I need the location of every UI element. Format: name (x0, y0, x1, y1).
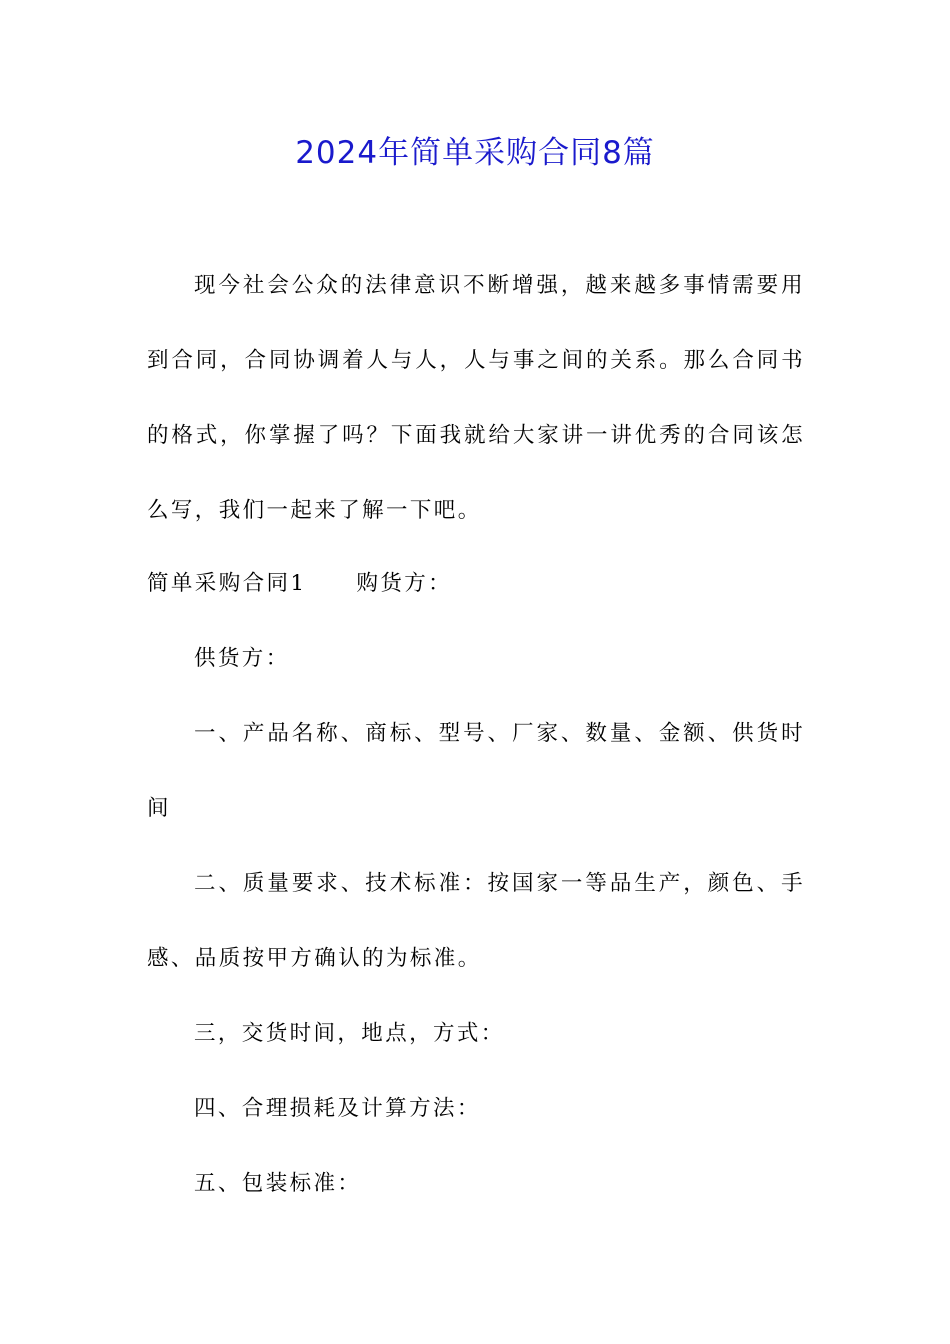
clause-2: 二、质量要求、技术标准：按国家一等品生产，颜色、手感、品质按甲方确认的为标准。 (147, 871, 805, 971)
contract-heading-line (147, 546, 805, 621)
contract-heading: 简单采购合同1 (147, 571, 307, 596)
document-title: 2024年简单采购合同8篇 (295, 135, 655, 171)
clause-5: 五、包装标准： (194, 1171, 362, 1196)
clause-4: 四、合理损耗及计算方法： (194, 1096, 481, 1121)
clause-3: 三，交货时间，地点，方式： (194, 1021, 505, 1046)
buyer-label: 购货方： (356, 571, 453, 596)
supplier-label: 供货方： (194, 646, 290, 671)
intro-paragraph: 现今社会公众的法律意识不断增强，越来越多事情需要用到合同，合同协调着人与人，人与事之间的关系。那么合同书的格式，你掌握了吗？下面我就给大家讲一讲优秀的合同该怎么写，我们一起来了解一下吧。 (147, 273, 805, 523)
clause-1: 一、产品名称、商标、型号、厂家、数量、金额、供货时间 (147, 721, 805, 821)
